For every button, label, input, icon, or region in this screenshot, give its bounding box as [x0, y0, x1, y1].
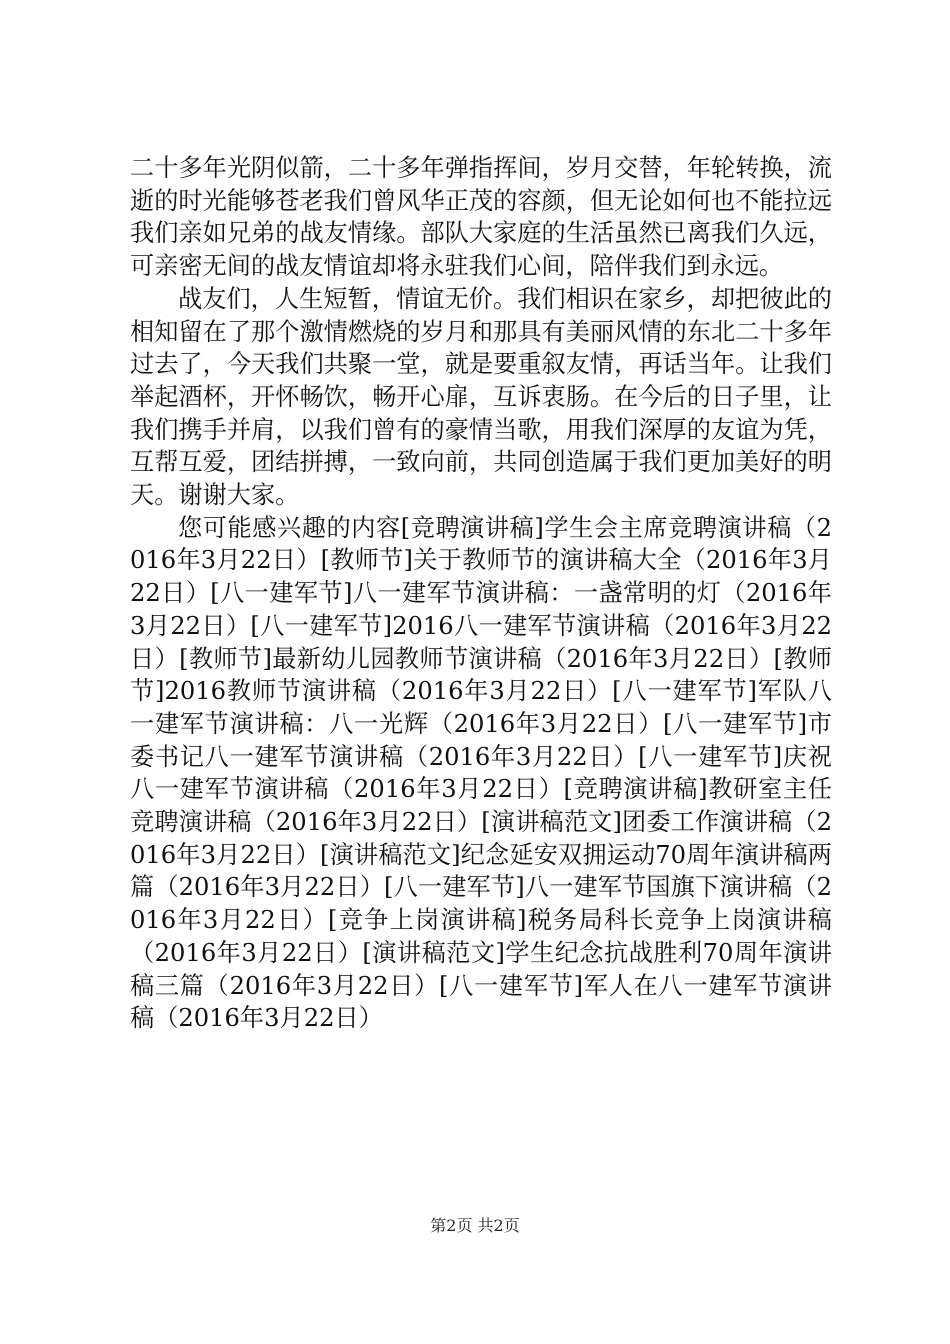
paragraph-2: 战友们，人生短暂，情谊无价。我们相识在家乡，却把彼此的相知留在了那个激情燃烧的岁月和那具有美丽风情的东北二十多年过去了，今天我们共聚一堂，就是要重叙友情，再话当年。让我们举起酒杯，开怀畅饮，畅开心扉，互诉衷肠。在今后的日子里，让我们携手并肩，以我们曾有的豪情当歌，用我们深厚的友谊为凭，互帮互爱，团结拼搏，一致向前，共同创造属于我们更加美好的明天。谢谢大家。 — [130, 284, 832, 510]
page-number-footer: 第2页 共2页 — [430, 1216, 520, 1235]
document-body — [130, 152, 832, 1035]
paragraph-related-content: 您可能感兴趣的内容[竞聘演讲稿]学生会主席竞聘演讲稿（2016年3月22日）[教师节]关于教师节的演讲稿大全（2016年3月22日）[八一建军节]八一建军节演讲稿：一盏常明的灯（2016年3月22日）[八一建军节]2016八一建军节演讲稿（2016年3月22日）[教师节]最新幼儿园教师节演讲稿（2016年3月22日）[教师节]2016教师节演讲稿（2016年3月22日）[八一建军节]军队八一建军节演讲稿：八一光辉（2016年3月22日）[八一建军节]市委书记八一建军节演讲稿（2016年3月22日）[八一建军节]庆祝八一建军节演讲稿（2016年3月22日）[竞聘演讲稿]教研室主任竞聘演讲稿（2016年3月22日）[演讲稿范文]团委工作演讲稿（2016年3月22日）[演讲稿范文]纪念延安双拥运动70周年演讲稿两篇（2016年3月22日）[八一建军节]八一建军节国旗下演讲稿（2016年3月22日）[竞争上岗演讲稿]税务局科长竞争上岗演讲稿（2016年3月22日）[演讲稿范文]学生纪念抗战胜利70周年演讲稿三篇（2016年3月22日）[八一建军节]军人在八一建军节演讲稿（2016年3月22日） — [130, 513, 832, 1033]
paragraph-1: 二十多年光阴似箭，二十多年弹指挥间，岁月交替，年轮转换，流逝的时光能够苍老我们曾风华正茂的容颜，但无论如何也不能拉远我们亲如兄弟的战友情缘。部队大家庭的生活虽然已离我们久远，可亲密无间的战友情谊却将永驻我们心间，陪伴我们到永远。 — [130, 154, 832, 281]
